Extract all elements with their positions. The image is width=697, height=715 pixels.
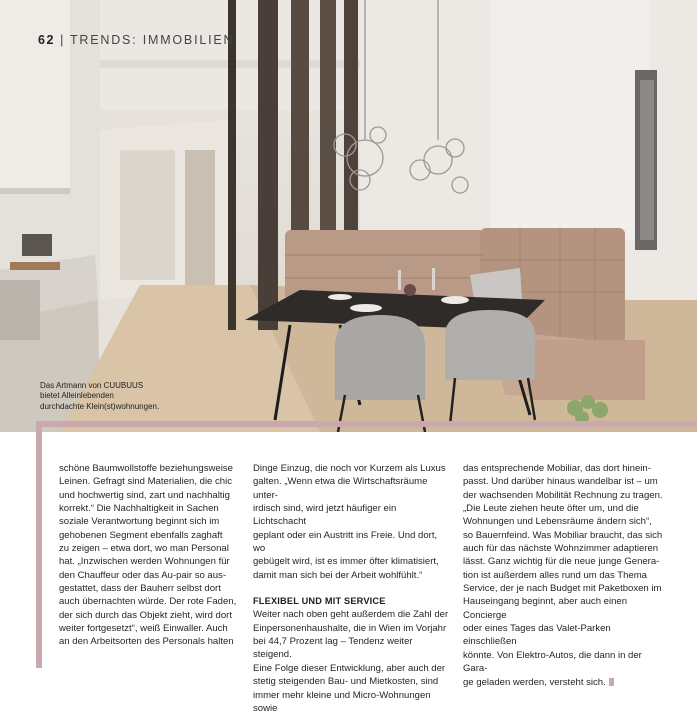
text-line: Leinen. Gefragt sind Materialien, die chic: [59, 475, 239, 488]
article-column-3: [463, 462, 663, 689]
end-mark: [609, 678, 614, 686]
text-line: ge geladen werden, versteht sich.: [463, 677, 606, 688]
text-line: so Bauernfeind. Was Mobiliar braucht, das sich: [463, 529, 663, 542]
text-line: oder eines Tages das Valet-Parken einschließen: [463, 622, 663, 649]
text-line: schöne Baumwollstoffe beziehungsweise: [59, 462, 239, 475]
article-column-2: [253, 462, 449, 715]
text-line: auch übernachten würde. Der rote Faden,: [59, 595, 239, 608]
text-line: Einpersonenhaushalte, die in Wien im Vorjahr: [253, 622, 449, 635]
text-line: Dinge Einzug, die noch vor Kurzem als Luxus: [253, 462, 449, 475]
text-line: immer mehr kleine und Micro-Wohnungen sowie: [253, 689, 449, 715]
text-line: Wohnungen und Lebensräume ändern sich“,: [463, 515, 663, 528]
text-line: den Chauffeur oder das Au-pair so aus-: [59, 569, 239, 582]
text-line: galten. „Wenn etwa die Wirtschaftsräume unter-: [253, 475, 449, 502]
text-line: irdisch sind, wird jetzt häufiger ein Lichtschacht: [253, 502, 449, 529]
page-header: [38, 33, 234, 47]
text-line: stetig steigenden Bau- und Mietkosten, sind: [253, 675, 449, 688]
text-line: korrekt.“ Die Nachhaltigkeit in Sachen: [59, 502, 239, 515]
text-line: und hochwertig sind, zart und nachhaltig: [59, 489, 239, 502]
subheading: FLEXIBEL UND MIT SERVICE: [253, 595, 449, 608]
text-line-last: [463, 676, 663, 689]
text-line: weiter fortgesetzt“, weiß Einwaller. Auch: [59, 622, 239, 635]
text-line: Eine Folge dieser Entwicklung, aber auch der: [253, 662, 449, 675]
text-line: hat. „Inzwischen werden Wohnungen für: [59, 555, 239, 568]
text-line: soziale Verantwortung beginnt sich im: [59, 515, 239, 528]
text-line: passt. Und darüber hinaus wandelbar ist – um: [463, 475, 663, 488]
text-line: Service, der je nach Budget mit Paketboxen im: [463, 582, 663, 595]
text-line: bei 44,7 Prozent lag – Tendenz weiter steigend.: [253, 635, 449, 662]
text-line: an den Arbeitsorten des Personals halten: [59, 635, 239, 648]
text-line: der sich durch das Objekt zieht, wird dort: [59, 609, 239, 622]
article-column-1: [59, 462, 239, 649]
text-line: zu zeigen – etwa dort, wo man Personal: [59, 542, 239, 555]
page-number: 62: [38, 33, 55, 47]
paragraph-gap: [253, 582, 449, 595]
text-line: gestattet, dass der Bauherr selbst dort: [59, 582, 239, 595]
text-line: auch für das nächste Wohnzimmer adaptieren: [463, 542, 663, 555]
text-line: geplant oder ein Austritt ins Freie. Und dort, wo: [253, 529, 449, 556]
text-line: Weiter nach oben geht außerdem die Zahl der: [253, 608, 449, 621]
section-title: TRENDS: IMMOBILIEN: [70, 33, 234, 47]
photo-caption: Das Artmann von CUUBUUS bietet Alleinlebenden durchdachte Klein(st)wohnungen.: [40, 381, 160, 412]
text-line: gebügelt wird, ist es immer öfter klimatisiert,: [253, 555, 449, 568]
text-line: könnte. Von Elektro-Autos, die dann in der Gara-: [463, 649, 663, 676]
text-line: das entsprechende Mobiliar, das dort hinein-: [463, 462, 663, 475]
header-separator: |: [60, 33, 65, 47]
text-line: tion ist außerdem alles rund um das Thema: [463, 569, 663, 582]
text-line: „Die Leute ziehen heute öfter um, und die: [463, 502, 663, 515]
text-line: lässt. Ganz wichtig für die neue junge Genera-: [463, 555, 663, 568]
text-line: Hauseingang beginnt, aber auch einen Concierge: [463, 595, 663, 622]
text-line: der wachsenden Mobilität Rechnung zu tragen.: [463, 489, 663, 502]
text-line: damit man sich bei der Arbeit wohlfühlt.“: [253, 569, 449, 582]
text-line: gehobenen Segment ebenfalls zaghaft: [59, 529, 239, 542]
